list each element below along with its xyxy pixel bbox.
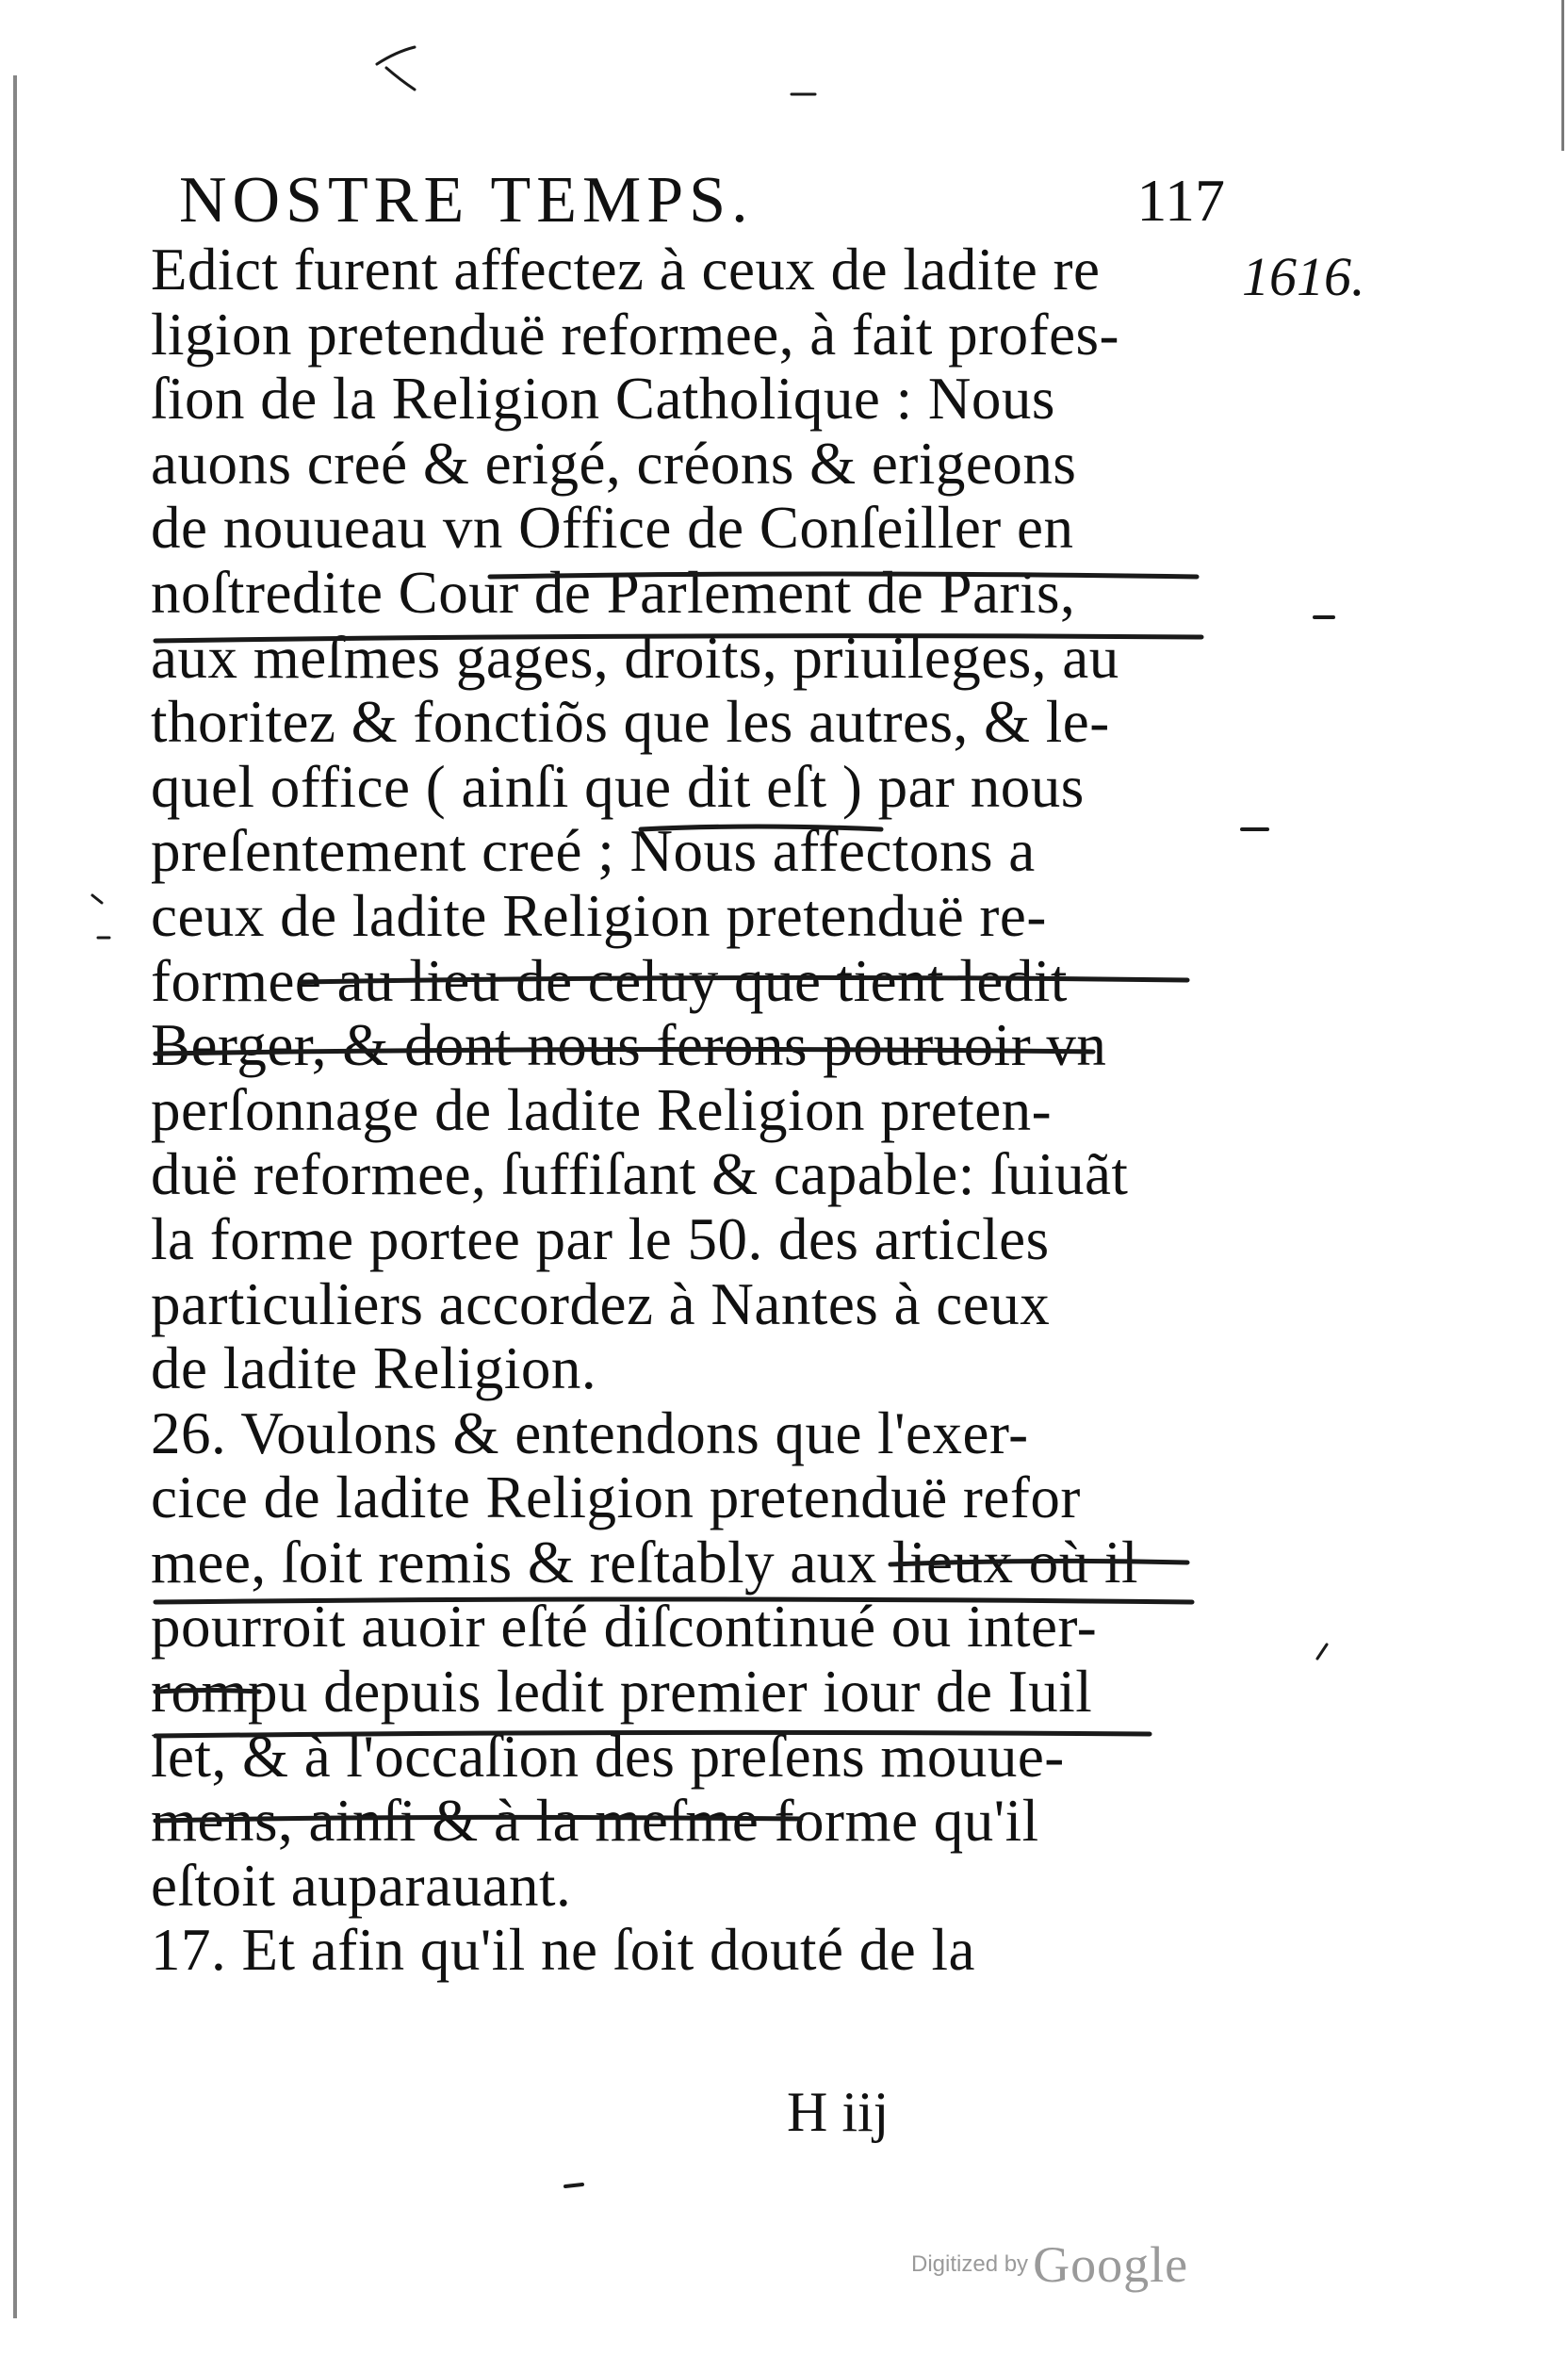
page-header (179, 158, 1225, 243)
text-line: preſentement creé ; Nous affectons a (151, 818, 1036, 885)
text-line: particuliers accordez à Nantes à ceux (151, 1270, 1051, 1337)
text-line: eſtoit auparauant. (151, 1852, 572, 1919)
stray-mark (386, 68, 415, 90)
text-line: aux meſmes gages, droits, priuileges, au (151, 624, 1119, 691)
margin-tick (92, 895, 102, 903)
body-text (151, 237, 1234, 1983)
text-line: duë reformee, ſuffiſant & capable: ſuiuãt (151, 1141, 1129, 1208)
page-number: 117 (1136, 167, 1225, 234)
page-edge-shadow (1561, 0, 1564, 151)
text-line: let, & à l'occaſion des preſens mouue- (151, 1723, 1065, 1790)
text-line: noſtredite Cour de Parlement de Paris, (151, 559, 1076, 626)
text-line: thoritez & fonctiõs que les autres, & le- (151, 689, 1110, 756)
text-line: rompu depuis ledit premier iour de Iuil (151, 1659, 1093, 1726)
text-line: Berger, & dont nous ferons pouruoir vn (151, 1012, 1107, 1079)
stray-mark (377, 47, 415, 64)
watermark-prefix: Digitized by (911, 2251, 1029, 2277)
text-line: pourroit auoir eſté diſcontinué ou inter- (151, 1594, 1098, 1661)
text-line: Edict furent affectez à ceux de ladite re (151, 237, 1101, 303)
text-line: ſion de la Religion Catholique : Nous (151, 366, 1055, 433)
text-line: cice de ladite Religion pretenduë refor (151, 1464, 1081, 1531)
text-line: perſonnage de ladite Religion preten- (151, 1076, 1053, 1143)
text-line: ligion pretenduë reformee, à fait profes- (151, 301, 1120, 368)
signature-mark: H iij (787, 2081, 890, 2143)
text-line: de nouueau vn Office de Conſeiller en (151, 495, 1074, 562)
google-logo: Google (1033, 2236, 1189, 2293)
text-line: quel office ( ainſi que dit eſt ) par nous (151, 753, 1085, 820)
text-line: la forme portee par le 50. des articles (151, 1205, 1050, 1272)
stray-mark (565, 2184, 582, 2186)
margin-year-note: 1616. (1242, 246, 1365, 307)
binding-edge (13, 75, 17, 2318)
text-line: 26. Voulons & entendons que l'exer- (151, 1399, 1029, 1466)
text-line: ceux de ladite Religion pretenduë re- (151, 882, 1047, 949)
text-line: mee, ſoit remis & reſtably aux lieux où il (151, 1529, 1139, 1595)
text-line: auons creé & erigé, créons & erigeons (151, 430, 1077, 497)
text-line: formee au lieu de celuy que tient ledit (151, 947, 1068, 1014)
text-line: mens, ainſi & à la meſme forme qu'il (151, 1788, 1039, 1855)
margin-tick (1317, 1644, 1327, 1659)
text-line: de ladite Religion. (151, 1335, 597, 1402)
text-line: 17. Et afin qu'il ne ſoit douté de la (151, 1917, 975, 1984)
digitized-watermark (911, 2235, 1188, 2294)
running-head: NOSTRE TEMPS. (179, 164, 754, 237)
